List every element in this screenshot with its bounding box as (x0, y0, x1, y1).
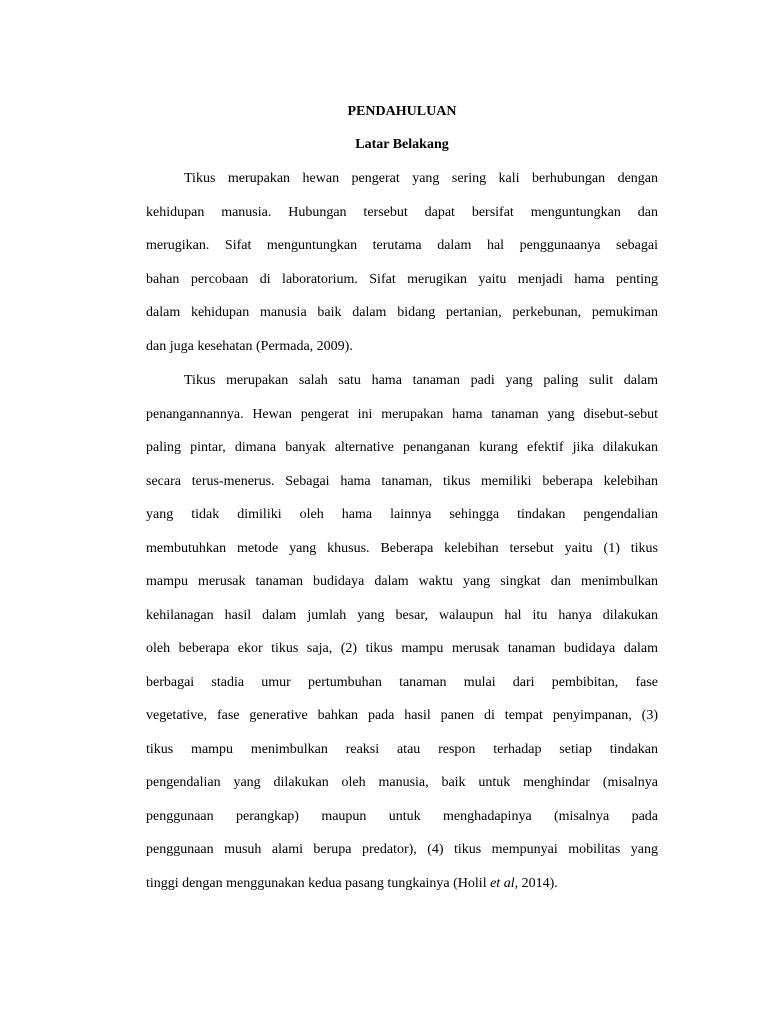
text-line: dalam kehidupan manusia baik dalam bidang pertanian, perkebunan, pemukiman (146, 305, 658, 320)
text-line: Tikus merupakan hewan pengerat yang sering kali berhubungan dengan (184, 171, 658, 186)
paragraph-2 (146, 364, 658, 900)
text-line: vegetative, fase generative bahkan pada hasil panen di tempat penyimpanan, (3) (146, 708, 658, 723)
text-line: kehilanagan hasil dalam jumlah yang besar, walaupun hal itu hanya dilakukan (146, 607, 658, 623)
text-line: merugikan. Sifat menguntungkan terutama dalam hal penggunaanya sebagai (146, 238, 658, 253)
text-line: penggunaan perangkap) maupun untuk menghadapinya (misalnya pada (146, 808, 658, 824)
text-line: pengendalian yang dilakukan oleh manusia, baik untuk menghindar (misalnya (146, 775, 658, 790)
text-line: secara terus-menerus. Sebagai hama tanaman, tikus memiliki beberapa kelebihan (146, 473, 658, 489)
text-line: kehidupan manusia. Hubungan tersebut dapat bersifat menguntungkan dan (146, 204, 658, 220)
text-line: penangannannya. Hewan pengerat ini merupakan hama tanaman yang disebut-sebut (146, 406, 658, 422)
text-line: oleh beberapa ekor tikus saja, (2) tikus mampu merusak tanaman budidaya dalam (146, 641, 658, 656)
text-line: penggunaan musuh alami berupa predator), (4) tikus mempunyai mobilitas yang (146, 842, 658, 857)
text-line: dan juga kesehatan (Permada, 2009). (146, 338, 353, 354)
citation-year: , 2014). (514, 875, 558, 891)
text-line: membutuhkan metode yang khusus. Beberapa kelebihan tersebut yaitu (1) tikus (146, 540, 658, 556)
text-line: tikus mampu menimbulkan reaksi atau respon terhadap setiap tindakan (146, 741, 658, 757)
citation-et-al: et al (490, 875, 515, 891)
text-line: yang tidak dimiliki oleh hama lainnya sehingga tindakan pengendalian (146, 507, 658, 522)
text-line: berbagai stadia umur pertumbuhan tanaman mulai dari pembibitan, fase (146, 674, 658, 690)
text-line: mampu merusak tanaman budidaya dalam waktu yang singkat dan menimbulkan (146, 574, 658, 589)
text-line-citation (146, 867, 658, 901)
citation-text: tinggi dengan menggunakan kedua pasang tungkainya (Holil (146, 875, 491, 891)
text-line: Tikus merupakan salah satu hama tanaman padi yang paling sulit dalam (184, 373, 658, 388)
text-line: paling pintar, dimana banyak alternative penanganan kurang efektif jika dilakukan (146, 440, 658, 455)
paragraph-1 (146, 162, 658, 363)
page-title: PENDAHULUAN (347, 104, 457, 119)
text-line: bahan percobaan di laboratorium. Sifat merugikan yaitu menjadi hama penting (146, 271, 658, 287)
section-subtitle: Latar Belakang (355, 137, 449, 152)
